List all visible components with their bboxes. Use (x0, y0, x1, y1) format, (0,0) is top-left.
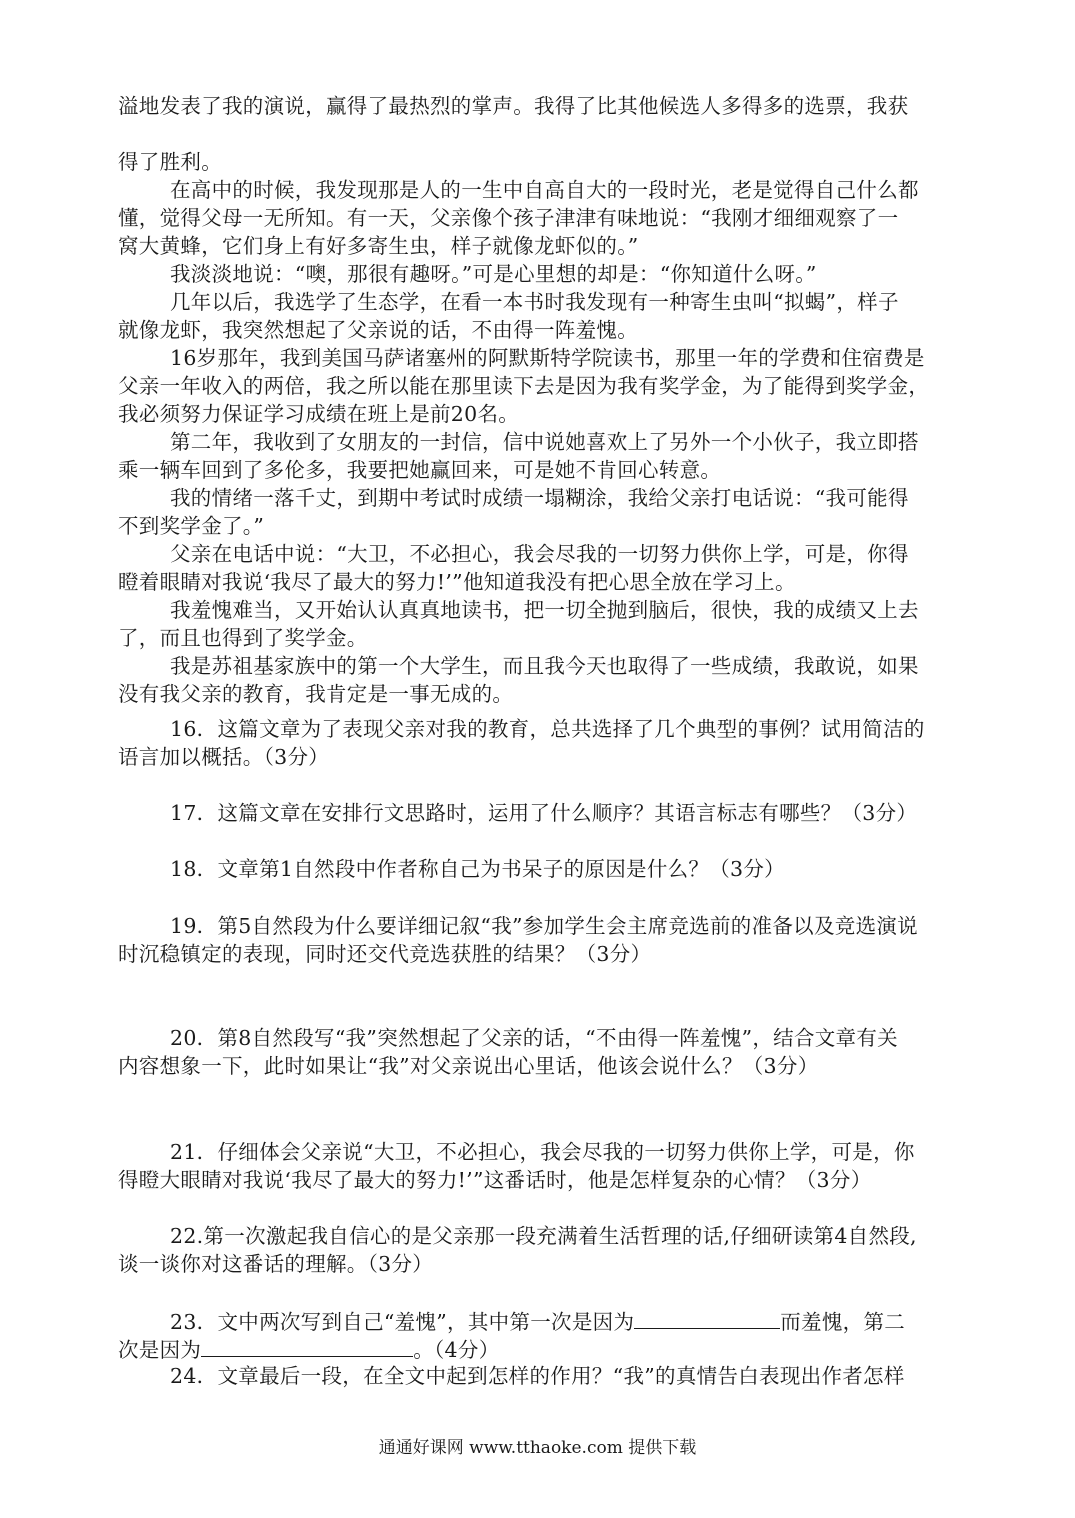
passage-line: 父亲一年收入的两倍，我之所以能在那里读下去是因为我有奖学金，为了能得到奖学金， (118, 374, 930, 398)
question-16-cont: 语言加以概括。（3分） (118, 745, 330, 769)
question-24: 24．文章最后一段，在全文中起到怎样的作用？“我”的真情告白表现出作者怎样 (170, 1364, 905, 1388)
question-22: 22.第一次激起我自信心的是父亲那一段充满着生活哲理的话,仔细研读第4自然段, (170, 1224, 917, 1248)
question-19-cont: 时沉稳镇定的表现，同时还交代竞选获胜的结果？（3分） (118, 942, 652, 966)
passage-line: 我的情绪一落千丈，到期中考试时成绩一塌糊涂，我给父亲打电话说：“我可能得 (170, 486, 909, 510)
question-23-text-end: 而羞愧，第二 (780, 1310, 906, 1334)
passage-line: 窝大黄蜂，它们身上有好多寄生虫，样子就像龙虾似的。” (118, 234, 639, 258)
passage-line: 没有我父亲的教育，我肯定是一事无成的。 (118, 682, 514, 706)
question-20: 20．第8自然段写“我”突然想起了父亲的话，“不由得一阵羞愧”，结合文章有关 (170, 1026, 898, 1050)
passage-line: 16岁那年，我到美国马萨诸塞州的阿默斯特学院读书，那里一年的学费和住宿费是 (170, 346, 925, 370)
passage-line: 我羞愧难当，又开始认认真真地读书，把一切全抛到脑后，很快，我的成绩又上去 (170, 598, 919, 622)
passage-line: 几年以后，我选学了生态学，在看一本书时我发现有一种寄生虫叫“拟蝎”，样子 (170, 290, 899, 314)
answer-blank-1[interactable] (634, 1306, 780, 1329)
question-22-cont: 谈一谈你对这番话的理解。（3分） (118, 1252, 434, 1276)
passage-line: 得了胜利。 (118, 150, 222, 174)
question-23 (170, 1306, 905, 1336)
question-23-text-2: 次是因为 (118, 1338, 202, 1362)
passage-line: 就像龙虾，我突然想起了父亲说的话，不由得一阵羞愧。 (118, 318, 638, 342)
page-footer: 通通好课网 www.tthaoke.com 提供下载 (378, 1438, 697, 1458)
question-18: 18．文章第1自然段中作者称自己为书呆子的原因是什么？（3分） (170, 857, 785, 881)
question-23-score: 。（4分） (413, 1338, 500, 1362)
passage-line: 第二年，我收到了女朋友的一封信，信中说她喜欢上了另外一个小伙子，我立即搭 (170, 430, 919, 454)
question-23-text: 23．文中两次写到自己“羞愧”，其中第一次是因为 (170, 1310, 635, 1334)
question-20-cont: 内容想象一下，此时如果让“我”对父亲说出心里话，他该会说什么？（3分） (118, 1054, 819, 1078)
passage-line: 不到奖学金了。” (118, 514, 265, 538)
passage-line: 我是苏祖基家族中的第一个大学生，而且我今天也取得了一些成绩，我敢说，如果 (170, 654, 919, 678)
question-21: 21．仔细体会父亲说“大卫，不必担心，我会尽我的一切努力供你上学，可是，你 (170, 1140, 915, 1164)
passage-line: 乘一辆车回到了多伦多，我要把她赢回来，可是她不肯回心转意。 (118, 458, 722, 482)
passage-line: 懂，觉得父母一无所知。有一天，父亲像个孩子津津有味地说：“我刚才细细观察了一 (118, 206, 899, 230)
question-21-cont: 得瞪大眼睛对我说‘我尽了最大的努力!’”这番话时，他是怎样复杂的心情？（3分） (118, 1168, 872, 1192)
passage-line: 瞪着眼睛对我说‘我尽了最大的努力!’”他知道我没有把心思全放在学习上。 (118, 570, 796, 594)
passage-line: 在高中的时候，我发现那是人的一生中自高自大的一段时光，老是觉得自己什么都 (170, 178, 919, 202)
question-17: 17．这篇文章在安排行文思路时，运用了什么顺序？其语言标志有哪些？（3分） (170, 801, 918, 825)
passage-line: 我淡淡地说：“噢，那很有趣呀。”可是心里想的却是：“你知道什么呀。” (170, 262, 817, 286)
question-23-cont (118, 1334, 500, 1364)
question-16: 16．这篇文章为了表现父亲对我的教育，总共选择了几个典型的事例？试用简洁的 (170, 717, 925, 741)
passage-line: 我必须努力保证学习成绩在班上是前20名。 (118, 402, 520, 426)
passage-line: 了，而且也得到了奖学金。 (118, 626, 368, 650)
passage-line: 溢地发表了我的演说，赢得了最热烈的掌声。我得了比其他候选人多得多的选票，我获 (118, 94, 909, 118)
question-19: 19．第5自然段为什么要详细记叙“我”参加学生会主席竞选前的准备以及竞选演说 (170, 914, 918, 938)
passage-line: 父亲在电话中说：“大卫，不必担心，我会尽我的一切努力供你上学，可是，你得 (170, 542, 909, 566)
answer-blank-2[interactable] (201, 1334, 413, 1357)
